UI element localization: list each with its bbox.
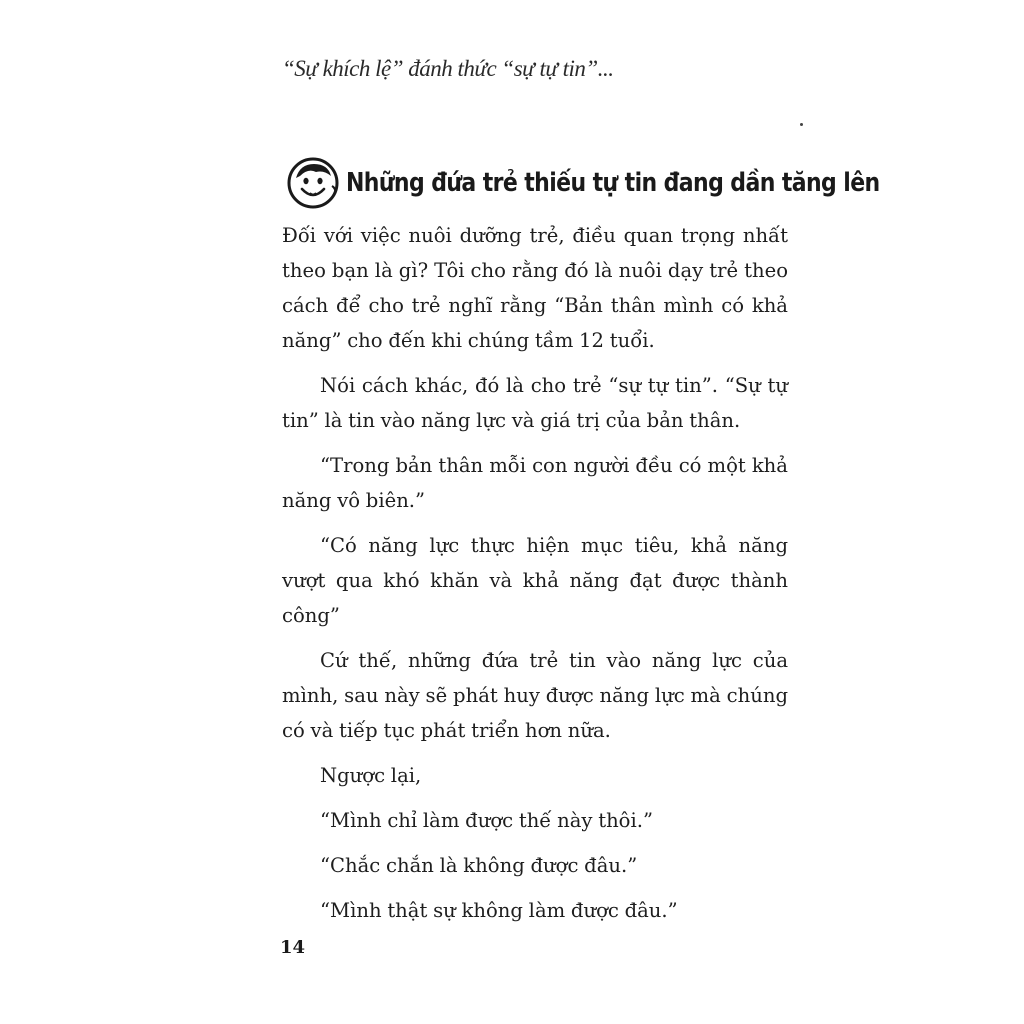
paragraph: Nói cách khác, đó là cho trẻ “sự tự tin”. “Sự tự tin” là tin vào năng lực và giá trị của bản thân. bbox=[282, 374, 788, 432]
page-number: 14 bbox=[280, 937, 306, 958]
running-header: “Sự khích lệ” đánh thức “sự tự tin”... bbox=[282, 56, 614, 81]
section-heading bbox=[286, 156, 880, 210]
paragraph: Ngược lại, bbox=[320, 764, 422, 787]
body-text bbox=[282, 218, 788, 938]
print-speck bbox=[800, 123, 803, 126]
paragraph: “Mình chỉ làm được thế này thôi.” bbox=[320, 809, 653, 832]
paragraph: “Chắc chắn là không được đâu.” bbox=[320, 854, 638, 877]
paragraph: Đối với việc nuôi dưỡng trẻ, điều quan trọng nhất theo bạn là gì? Tôi cho rằng đó là nuôi dạy trẻ theo cách để cho trẻ nghĩ rằng “Bản thân mình có khả năng” cho đến khi chúng tầm 12 tuổi. bbox=[282, 224, 788, 352]
paragraph: “Mình thật sự không làm được đâu.” bbox=[320, 899, 678, 922]
paragraph: “Có năng lực thực hiện mục tiêu, khả năng vượt qua khó khăn và khả năng đạt được thành công” bbox=[282, 534, 788, 627]
section-title: Những đứa trẻ thiếu tự tin đang dần tăng lên bbox=[346, 168, 880, 198]
paragraph: Cứ thế, những đứa trẻ tin vào năng lực của mình, sau này sẽ phát huy được năng lực mà chúng có và tiếp tục phát triển hơn nữa. bbox=[282, 649, 788, 742]
smiling-child-face-icon bbox=[286, 156, 340, 210]
paragraph: “Trong bản thân mỗi con người đều có một khả năng vô biên.” bbox=[282, 454, 788, 512]
